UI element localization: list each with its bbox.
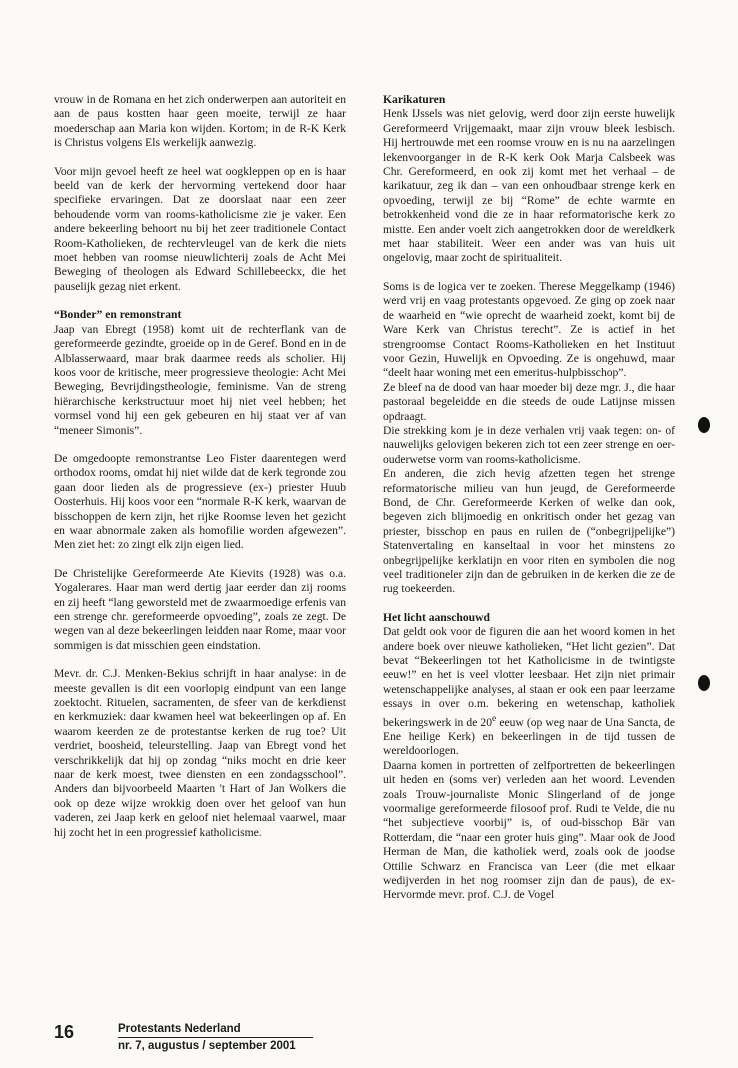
paragraph: Die strekking kom je in deze verhalen vrij vaak tegen: on- of nauwelijks gelovigen bekeren zich tot een zeer strenge en oer-ouderwetse vorm van rooms-katholicisme. bbox=[383, 423, 675, 466]
issue-info: nr. 7, augustus / september 2001 bbox=[118, 1040, 296, 1052]
paragraph: Mevr. dr. C.J. Menken-Bekius schrijft in haar analyse: in de meeste gevallen is dit een voorlopig eindpunt van een lange zoektocht. Rituelen, sacramenten, de sfeer van de kerkdienst en kerkmuziek: daar kwamen heel wat bekeerlingen op af. En waarom keerden ze de protestantse kerken de rug toe? Uit verdriet, boosheid, teleurstelling. Jaap van Ebregt vond het verschrikkelijk dat hij op zondag “niks mocht en drie keer naar de kerk moest, twee diensten en een zondagsschool”. Anders dan bijvoorbeeld Maarten 't Hart of Jan Wolkers die ook op deze wijze wrokkig doen over het geloof van hun vaderen, zei Jaap kerk en geloof niet helemaal vaarwel, maar hij zocht het in een progressief katholicisme. bbox=[54, 667, 346, 839]
paragraph: vrouw in de Romana en het zich onderwerpen aan autoriteit en aan de paus kostten haar geen moeite, terwijl ze haar moederschap aan Maria kon wijden. Kortom; in de R-K Kerk is Christus volgens Els werkelijk aanwezig. bbox=[54, 93, 346, 150]
section-heading: Karikaturen bbox=[383, 93, 446, 106]
paragraph: Ze bleef na de dood van haar moeder bij deze mgr. J., die haar pastoraal begeleidde en die steeds de oude Latijnse missen opdraagt. bbox=[383, 380, 675, 423]
magazine-info bbox=[118, 1022, 313, 1053]
paragraph: Soms is de logica ver te zoeken. Therese Meggelkamp (1946) werd vrij en vaag protestants opgevoed. Ze ging op zoek naar de waarheid en “wie oprecht de waarheid zoekt, komt bij de Ware Kerk van Christus terecht”. Ze is actief in het strengroomse Contact Rooms-Katholieken en het Instituut voor Gezin, Huwelijk en Opvoeding. Ze is ongehuwd, maar “deelt haar woning met een emeritus-hulpbisschop”. bbox=[383, 279, 675, 380]
paragraph: De Christelijke Gereformeerde Ate Kievits (1928) was o.a. Yogalerares. Haar man werd dertig jaar eerder dan zij rooms en zij heeft “lang geworsteld met de zwaarmoedige erfenis van een strenge chr. gereformeerde opvoeding”, zoals ze zegt. De wegen van al deze bekeerlingen leidden naar Rome, maar voor sommigen is dat misschien geen eindstation. bbox=[54, 566, 346, 652]
page-number: 16 bbox=[54, 1022, 75, 1042]
footer-divider bbox=[118, 1037, 313, 1038]
right-column bbox=[383, 93, 675, 903]
bullet-dot-icon bbox=[698, 417, 710, 433]
text-run: Dat geldt ook voor de figuren die aan het woord komen in het andere boek over nieuwe katholieken, “Het licht gezien”. Dat bevat “Bekeerlingen tot het Katholicisme in de twintigste eeuw!” en het is veel vlotter leesbaar. Het zijn niet primair wetenschappelijke analyses, al staan er ook een paar leerzame essays in over o.m. bekering en wetenschap, katholiek bekeringswerk in de 20 bbox=[383, 625, 675, 729]
bullet-dot-icon bbox=[698, 675, 710, 691]
paragraph bbox=[383, 625, 675, 759]
paragraph: En anderen, die zich hevig afzetten tegen het strenge reformatorische milieu van hun jeugd, de Gereformeerde Bond, de Chr. Gereformeerde Kerken of welke dan ook, begeven zich blijmoedig en onkritisch onder het gezag van priester, bisschop en paus en ruilen de (“onbegrijpelijke”) Statenvertaling en kanseltaal in voor het minstens zo onbegrijpelijke kerklatijn en voor riten en symbolen die nog veel traditioneler zijn dan de gebruiken in de kerken die ze de rug toekeerden. bbox=[383, 467, 675, 596]
paragraph: Daarna komen in portretten of zelfportretten de bekeerlingen uit heden en (soms ver) verleden aan het woord. Levenden zoals Trouw-journaliste Monic Slingerland of de jonge voormalige gereformeerde filosoof prof. Rudi te Velde, die nu “het subjectieve voorbij” is, of oud-bisschop Bär van Rotterdam, die “naar een groter huis ging”. Maar ook de Jood Herman de Man, die katholiek werd, zoals ook de joodse Ottilie Schwarz en Francisca van Leer (die met elkaar wedijverden in het nog roomser zijn dan de paus), de ex-Hervormde mevr. prof. C.J. de Vogel bbox=[383, 758, 675, 902]
paragraph: Jaap van Ebregt (1958) komt uit de rechterflank van de gereformeerde gezindte, groeide op in de Geref. Bond en in de Alblasserwaard, maar brak daarmee reeds als scholier. Hij koos voor de kritische, meer progressieve theologie: Acht Mei Beweging, Bevrijdingstheologie, feminisme. Van de streng hiërarchische kerkstructuur moet hij niet veel hebben; het vormsel vond hij een gek gebeuren en hij staat ver af van “meneer Simonis”. bbox=[54, 322, 346, 437]
magazine-title: Protestants Nederland bbox=[118, 1023, 241, 1035]
paragraph: Voor mijn gevoel heeft ze heel wat oogkleppen op en is haar beeld van de kerk der hervorming vertekend door haar specifieke ervaringen. Dat ze doorslaat naar een zeer behoudende vorm van rooms-katholicisme zie je vaker. Een andere bekeerling behoort nu bij het zeer traditionele Contact Room-Katholieken, de rechtervleugel van de kerk die niets moet hebben van roomse nieuwlichterij zoals de Acht Mei Beweging of theologen als Edward Schillebeeckx, die het pauselijk gezag niet erkent. bbox=[54, 164, 346, 293]
text-run: eeuw (op weg naar de Una Sancta, de Ene heilige Kerk) en bekeerlingen in de tijd tussen de wereldoorlogen. bbox=[383, 715, 675, 758]
superscript: e bbox=[492, 712, 497, 724]
paragraph: Henk IJssels was niet gelovig, werd door zijn eerste huwelijk Gereformeerd Vrijgemaakt, maar zijn vrouw bleek lesbisch. Hij hertrouwde met een roomse vrouw en is nu na aarzelingen lekenvoorganger in de R-K kerk Ook Marja Calsbeek was Chr. Gereformeerd, en ook zij komt met het verhaal – de karikatuur, zeg ik dan – van een onhoudbaar strenge kerk en opvoeding, terwijl ze bij “Rome” de echte warmte en betrokkenheid vond die ze in haar reformatorische kerk zo mistte. Een ander voelt zich aangetrokken door de wereldkerk met haar stabiliteit. Weer een ander was van huis uit ongelovig, maar zocht de spiritualiteit. bbox=[383, 107, 675, 265]
paragraph: De omgedoopte remonstrantse Leo Fister daarentegen werd orthodox rooms, omdat hij niet wilde dat de kerk tegronde zou gaan door lieden als de progressieve (ex-) priester Huub Oosterhuis. Hij koos voor een “normale R-K kerk, waarvan de bisschoppen de kern zijn, het rijke Roomse leven het gezicht en waar abnormale zaken als homofilie worden afgewezen”. Men ziet het: zo zingt elk zijn eigen lied. bbox=[54, 451, 346, 552]
section-heading: Het licht aanschouwd bbox=[383, 610, 490, 624]
left-column bbox=[54, 93, 346, 840]
section-heading: “Bonder” en remonstrant bbox=[54, 308, 182, 322]
